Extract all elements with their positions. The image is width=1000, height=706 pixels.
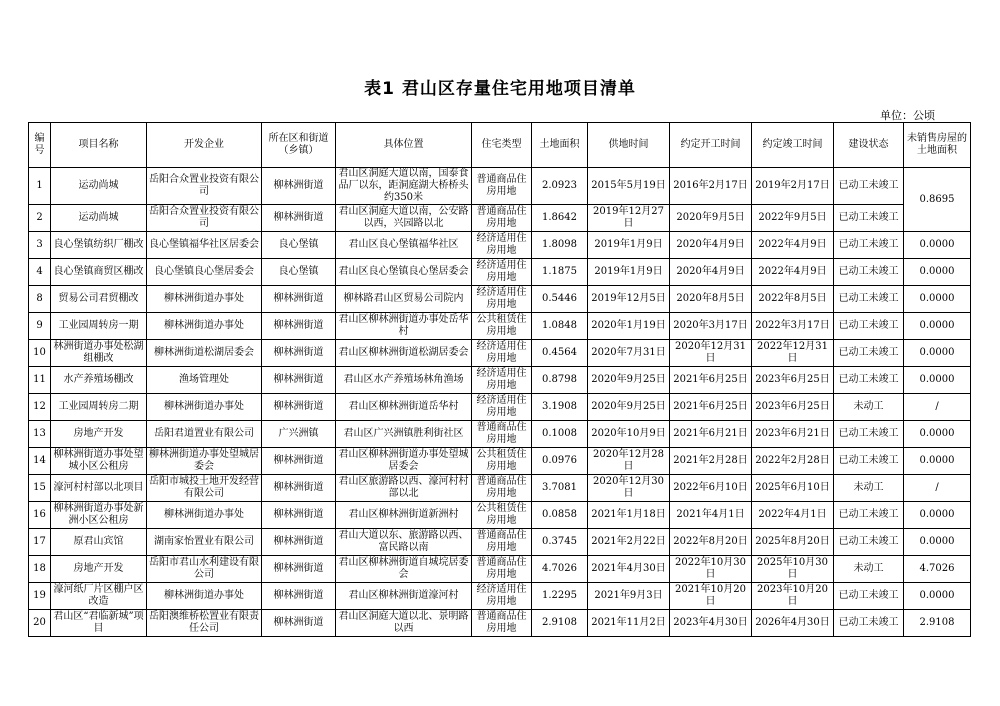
cell-unsold-area: 2.9108 bbox=[904, 610, 971, 637]
cell-status: 已动工未竣工 bbox=[834, 610, 904, 637]
cell-number: 1 bbox=[29, 168, 51, 205]
cell-completion-date: 2025年6月10日 bbox=[752, 475, 834, 502]
header-cell: 约定竣工时间 bbox=[752, 123, 834, 168]
cell-location: 柳林路君山区贸易公司院内 bbox=[336, 286, 472, 313]
cell-land-area: 3.7081 bbox=[532, 475, 588, 502]
cell-supply-date: 2020年10月9日 bbox=[588, 421, 670, 448]
table-row bbox=[29, 367, 971, 394]
cell-number: 12 bbox=[29, 394, 51, 421]
cell-land-area: 1.2295 bbox=[532, 583, 588, 610]
header-cell: 约定开工时间 bbox=[670, 123, 752, 168]
cell-developer: 柳林洲街道办事处 bbox=[147, 394, 262, 421]
cell-project-name: 房地产开发 bbox=[51, 556, 147, 583]
cell-unsold-area: 0.0000 bbox=[904, 232, 971, 259]
cell-unsold-area: 0.0000 bbox=[904, 313, 971, 340]
cell-housing-type: 经济适用住房用地 bbox=[472, 394, 532, 421]
cell-number: 10 bbox=[29, 340, 51, 367]
cell-housing-type: 公共租赁住房用地 bbox=[472, 448, 532, 475]
header-cell: 项目名称 bbox=[51, 123, 147, 168]
cell-unsold-area: 0.0000 bbox=[904, 421, 971, 448]
cell-land-area: 1.0848 bbox=[532, 313, 588, 340]
cell-housing-type: 普通商品住房用地 bbox=[472, 529, 532, 556]
cell-status: 未动工 bbox=[834, 556, 904, 583]
cell-district: 柳林洲街道 bbox=[262, 205, 336, 232]
cell-status: 已动工未竣工 bbox=[834, 367, 904, 394]
cell-supply-date: 2020年7月31日 bbox=[588, 340, 670, 367]
cell-status: 已动工未竣工 bbox=[834, 583, 904, 610]
cell-housing-type: 普通商品住房用地 bbox=[472, 610, 532, 637]
cell-number: 15 bbox=[29, 475, 51, 502]
cell-land-area: 0.3745 bbox=[532, 529, 588, 556]
table-body bbox=[29, 168, 971, 637]
cell-completion-date: 2023年6月21日 bbox=[752, 421, 834, 448]
cell-land-area: 0.8798 bbox=[532, 367, 588, 394]
table-row bbox=[29, 610, 971, 637]
cell-housing-type: 公共租赁住房用地 bbox=[472, 502, 532, 529]
cell-location: 君山区良心堡镇福华社区 bbox=[336, 232, 472, 259]
cell-housing-type: 普通商品住房用地 bbox=[472, 556, 532, 583]
table-row bbox=[29, 556, 971, 583]
cell-number: 16 bbox=[29, 502, 51, 529]
cell-supply-date: 2019年1月9日 bbox=[588, 259, 670, 286]
cell-start-date: 2020年12月31日 bbox=[670, 340, 752, 367]
cell-developer: 柳林洲街道办事处 bbox=[147, 313, 262, 340]
cell-number: 2 bbox=[29, 205, 51, 232]
cell-land-area: 0.0858 bbox=[532, 502, 588, 529]
cell-status: 未动工 bbox=[834, 475, 904, 502]
cell-completion-date: 2022年12月31日 bbox=[752, 340, 834, 367]
cell-unsold-area: / bbox=[904, 475, 971, 502]
cell-number: 17 bbox=[29, 529, 51, 556]
cell-status: 已动工未竣工 bbox=[834, 421, 904, 448]
cell-district: 柳林洲街道 bbox=[262, 313, 336, 340]
cell-completion-date: 2025年10月30日 bbox=[752, 556, 834, 583]
cell-start-date: 2021年2月28日 bbox=[670, 448, 752, 475]
header-cell: 开发企业 bbox=[147, 123, 262, 168]
cell-project-name: 原君山宾馆 bbox=[51, 529, 147, 556]
cell-district: 广兴洲镇 bbox=[262, 421, 336, 448]
cell-unsold-area: 0.8695 bbox=[904, 168, 971, 232]
cell-developer: 柳林洲街道松湖居委会 bbox=[147, 340, 262, 367]
cell-district: 柳林洲街道 bbox=[262, 394, 336, 421]
cell-project-name: 良心堡镇纺织厂棚改 bbox=[51, 232, 147, 259]
cell-project-name: 濠河纸厂片区棚户区改造 bbox=[51, 583, 147, 610]
cell-supply-date: 2019年12月5日 bbox=[588, 286, 670, 313]
cell-developer: 柳林洲街道办事处 bbox=[147, 502, 262, 529]
cell-number: 20 bbox=[29, 610, 51, 637]
cell-completion-date: 2023年6月25日 bbox=[752, 394, 834, 421]
cell-project-name: 君山区“君临新城”项目 bbox=[51, 610, 147, 637]
cell-supply-date: 2020年12月28日 bbox=[588, 448, 670, 475]
cell-district: 柳林洲街道 bbox=[262, 168, 336, 205]
cell-location: 君山区柳林洲街道濠河村 bbox=[336, 583, 472, 610]
cell-completion-date: 2023年10月20日 bbox=[752, 583, 834, 610]
cell-project-name: 柳林洲街道办事处新洲小区公租房 bbox=[51, 502, 147, 529]
cell-location: 君山区柳林洲街道办事处岳华村 bbox=[336, 313, 472, 340]
cell-developer: 良心堡镇良心堡居委会 bbox=[147, 259, 262, 286]
cell-supply-date: 2021年11月2日 bbox=[588, 610, 670, 637]
cell-developer: 岳阳合众置业投资有限公司 bbox=[147, 205, 262, 232]
cell-number: 11 bbox=[29, 367, 51, 394]
cell-number: 4 bbox=[29, 259, 51, 286]
cell-location: 君山区柳林洲街道办事处望城居委会 bbox=[336, 448, 472, 475]
cell-completion-date: 2025年8月20日 bbox=[752, 529, 834, 556]
cell-completion-date: 2022年3月17日 bbox=[752, 313, 834, 340]
cell-location: 君山区洞庭大道以南，公安路以西，兴园路以北 bbox=[336, 205, 472, 232]
cell-start-date: 2021年6月25日 bbox=[670, 394, 752, 421]
cell-location: 君山区柳林洲街道自城垸居委会 bbox=[336, 556, 472, 583]
cell-start-date: 2022年10月30日 bbox=[670, 556, 752, 583]
cell-land-area: 1.8098 bbox=[532, 232, 588, 259]
header-cell: 未销售房屋的土地面积 bbox=[904, 123, 971, 168]
header-cell: 所在区和街道（乡镇） bbox=[262, 123, 336, 168]
cell-project-name: 濠河村村部以北项目 bbox=[51, 475, 147, 502]
cell-completion-date: 2022年8月5日 bbox=[752, 286, 834, 313]
cell-housing-type: 经济适用住房用地 bbox=[472, 367, 532, 394]
cell-location: 君山大道以东、旅游路以西、富民路以南 bbox=[336, 529, 472, 556]
cell-start-date: 2020年8月5日 bbox=[670, 286, 752, 313]
cell-unsold-area: / bbox=[904, 394, 971, 421]
cell-number: 18 bbox=[29, 556, 51, 583]
cell-housing-type: 经济适用住房用地 bbox=[472, 583, 532, 610]
cell-location: 君山区洞庭大道以北、景明路以西 bbox=[336, 610, 472, 637]
cell-supply-date: 2020年9月25日 bbox=[588, 394, 670, 421]
cell-status: 已动工未竣工 bbox=[834, 529, 904, 556]
cell-status: 已动工未竣工 bbox=[834, 340, 904, 367]
table-row bbox=[29, 529, 971, 556]
cell-land-area: 1.8642 bbox=[532, 205, 588, 232]
cell-supply-date: 2020年1月19日 bbox=[588, 313, 670, 340]
header-cell: 建设状态 bbox=[834, 123, 904, 168]
cell-supply-date: 2019年12月27日 bbox=[588, 205, 670, 232]
cell-district: 柳林洲街道 bbox=[262, 367, 336, 394]
cell-number: 19 bbox=[29, 583, 51, 610]
cell-land-area: 0.5446 bbox=[532, 286, 588, 313]
cell-location: 君山区水产养殖场林角渔场 bbox=[336, 367, 472, 394]
land-project-table bbox=[28, 122, 971, 637]
cell-completion-date: 2022年2月28日 bbox=[752, 448, 834, 475]
cell-district: 柳林洲街道 bbox=[262, 502, 336, 529]
cell-start-date: 2020年4月9日 bbox=[670, 259, 752, 286]
cell-developer: 柳林洲街道办事处 bbox=[147, 286, 262, 313]
cell-unsold-area: 0.0000 bbox=[904, 529, 971, 556]
cell-district: 柳林洲街道 bbox=[262, 286, 336, 313]
cell-number: 3 bbox=[29, 232, 51, 259]
cell-land-area: 0.4564 bbox=[532, 340, 588, 367]
cell-housing-type: 经济适用住房用地 bbox=[472, 286, 532, 313]
cell-district: 柳林洲街道 bbox=[262, 340, 336, 367]
table-row bbox=[29, 232, 971, 259]
cell-developer: 岳阳合众置业投资有限公司 bbox=[147, 168, 262, 205]
cell-unsold-area: 0.0000 bbox=[904, 502, 971, 529]
cell-number: 14 bbox=[29, 448, 51, 475]
cell-district: 良心堡镇 bbox=[262, 259, 336, 286]
cell-location: 君山区柳林洲街道松湖居委会 bbox=[336, 340, 472, 367]
cell-completion-date: 2022年4月1日 bbox=[752, 502, 834, 529]
cell-supply-date: 2020年9月25日 bbox=[588, 367, 670, 394]
cell-unsold-area: 0.0000 bbox=[904, 367, 971, 394]
cell-status: 已动工未竣工 bbox=[834, 232, 904, 259]
cell-supply-date: 2021年4月30日 bbox=[588, 556, 670, 583]
cell-status: 未动工 bbox=[834, 394, 904, 421]
cell-district: 柳林洲街道 bbox=[262, 475, 336, 502]
table-row bbox=[29, 313, 971, 340]
cell-district: 柳林洲街道 bbox=[262, 610, 336, 637]
unit-label: 单位：公顷 bbox=[880, 109, 935, 122]
cell-developer: 柳林洲街道办事处望城居委会 bbox=[147, 448, 262, 475]
cell-housing-type: 经济适用住房用地 bbox=[472, 232, 532, 259]
cell-project-name: 运动尚城 bbox=[51, 168, 147, 205]
cell-land-area: 0.0976 bbox=[532, 448, 588, 475]
cell-developer: 岳阳澳维桥松置业有限责任公司 bbox=[147, 610, 262, 637]
cell-location: 君山区旅游路以西、濠河村村部以北 bbox=[336, 475, 472, 502]
cell-number: 9 bbox=[29, 313, 51, 340]
cell-location: 君山区柳林洲街道新洲村 bbox=[336, 502, 472, 529]
cell-start-date: 2021年10月20日 bbox=[670, 583, 752, 610]
cell-developer: 岳阳市城投土地开发经营有限公司 bbox=[147, 475, 262, 502]
cell-number: 8 bbox=[29, 286, 51, 313]
cell-supply-date: 2021年1月18日 bbox=[588, 502, 670, 529]
cell-start-date: 2020年3月17日 bbox=[670, 313, 752, 340]
table-row bbox=[29, 502, 971, 529]
cell-unsold-area: 4.7026 bbox=[904, 556, 971, 583]
cell-unsold-area: 0.0000 bbox=[904, 583, 971, 610]
cell-housing-type: 普通商品住房用地 bbox=[472, 168, 532, 205]
header-cell: 具体位置 bbox=[336, 123, 472, 168]
cell-supply-date: 2020年12月30日 bbox=[588, 475, 670, 502]
cell-developer: 岳阳君道置业有限公司 bbox=[147, 421, 262, 448]
cell-completion-date: 2022年4月9日 bbox=[752, 232, 834, 259]
cell-status: 已动工未竣工 bbox=[834, 286, 904, 313]
cell-completion-date: 2023年6月25日 bbox=[752, 367, 834, 394]
table-header-row bbox=[29, 123, 971, 168]
cell-start-date: 2020年4月9日 bbox=[670, 232, 752, 259]
cell-project-name: 水产养殖场棚改 bbox=[51, 367, 147, 394]
cell-land-area: 0.1008 bbox=[532, 421, 588, 448]
cell-status: 已动工未竣工 bbox=[834, 205, 904, 232]
cell-location: 君山区广兴洲镇胜利街社区 bbox=[336, 421, 472, 448]
cell-start-date: 2022年6月10日 bbox=[670, 475, 752, 502]
cell-number: 13 bbox=[29, 421, 51, 448]
cell-district: 柳林洲街道 bbox=[262, 529, 336, 556]
cell-status: 已动工未竣工 bbox=[834, 168, 904, 205]
cell-start-date: 2022年8月20日 bbox=[670, 529, 752, 556]
cell-unsold-area: 0.0000 bbox=[904, 340, 971, 367]
table-row bbox=[29, 168, 971, 205]
cell-status: 已动工未竣工 bbox=[834, 313, 904, 340]
cell-developer: 渔场管理处 bbox=[147, 367, 262, 394]
cell-completion-date: 2026年4月30日 bbox=[752, 610, 834, 637]
cell-start-date: 2021年4月1日 bbox=[670, 502, 752, 529]
cell-district: 柳林洲街道 bbox=[262, 583, 336, 610]
cell-start-date: 2023年4月30日 bbox=[670, 610, 752, 637]
cell-supply-date: 2021年9月3日 bbox=[588, 583, 670, 610]
cell-location: 君山区洞庭大道以南，国泰食品厂以东，距洞庭湖大桥桥头约350米 bbox=[336, 168, 472, 205]
cell-project-name: 运动尚城 bbox=[51, 205, 147, 232]
cell-housing-type: 经济适用住房用地 bbox=[472, 259, 532, 286]
cell-completion-date: 2022年9月5日 bbox=[752, 205, 834, 232]
cell-supply-date: 2019年1月9日 bbox=[588, 232, 670, 259]
document-title: 表1 君山区存量住宅用地项目清单 bbox=[364, 79, 636, 99]
cell-unsold-area: 0.0000 bbox=[904, 286, 971, 313]
table-row bbox=[29, 421, 971, 448]
cell-developer: 柳林洲街道办事处 bbox=[147, 583, 262, 610]
cell-project-name: 林洲街道办事处松湖组棚改 bbox=[51, 340, 147, 367]
cell-unsold-area: 0.0000 bbox=[904, 448, 971, 475]
cell-developer: 良心堡镇福华社区居委会 bbox=[147, 232, 262, 259]
cell-status: 已动工未竣工 bbox=[834, 259, 904, 286]
cell-start-date: 2016年2月17日 bbox=[670, 168, 752, 205]
cell-project-name: 工业园周转房二期 bbox=[51, 394, 147, 421]
cell-project-name: 贸易公司君贸棚改 bbox=[51, 286, 147, 313]
cell-unsold-area: 0.0000 bbox=[904, 259, 971, 286]
table-row bbox=[29, 205, 971, 232]
table-row bbox=[29, 394, 971, 421]
header-cell: 编号 bbox=[29, 123, 51, 168]
header-cell: 住宅类型 bbox=[472, 123, 532, 168]
cell-housing-type: 普通商品住房用地 bbox=[472, 475, 532, 502]
cell-land-area: 3.1908 bbox=[532, 394, 588, 421]
header-cell: 供地时间 bbox=[588, 123, 670, 168]
cell-land-area: 2.9108 bbox=[532, 610, 588, 637]
cell-housing-type: 普通商品住房用地 bbox=[472, 421, 532, 448]
cell-status: 已动工未竣工 bbox=[834, 448, 904, 475]
cell-supply-date: 2015年5月19日 bbox=[588, 168, 670, 205]
cell-district: 良心堡镇 bbox=[262, 232, 336, 259]
table-row bbox=[29, 475, 971, 502]
cell-housing-type: 公共租赁住房用地 bbox=[472, 313, 532, 340]
cell-project-name: 房地产开发 bbox=[51, 421, 147, 448]
cell-start-date: 2020年9月5日 bbox=[670, 205, 752, 232]
cell-developer: 湖南家怡置业有限公司 bbox=[147, 529, 262, 556]
cell-district: 柳林洲街道 bbox=[262, 448, 336, 475]
cell-land-area: 1.1875 bbox=[532, 259, 588, 286]
cell-completion-date: 2022年4月9日 bbox=[752, 259, 834, 286]
cell-housing-type: 经济适用住房用地 bbox=[472, 340, 532, 367]
cell-location: 君山区良心堡镇良心堡居委会 bbox=[336, 259, 472, 286]
cell-location: 君山区柳林洲街道岳华村 bbox=[336, 394, 472, 421]
cell-developer: 岳阳市君山水利建设有限公司 bbox=[147, 556, 262, 583]
cell-project-name: 工业园周转房一期 bbox=[51, 313, 147, 340]
table-row bbox=[29, 448, 971, 475]
cell-start-date: 2021年6月21日 bbox=[670, 421, 752, 448]
table-row bbox=[29, 583, 971, 610]
table-row bbox=[29, 286, 971, 313]
cell-supply-date: 2021年2月22日 bbox=[588, 529, 670, 556]
cell-start-date: 2021年6月25日 bbox=[670, 367, 752, 394]
header-cell: 土地面积 bbox=[532, 123, 588, 168]
table-row bbox=[29, 259, 971, 286]
cell-land-area: 2.0923 bbox=[532, 168, 588, 205]
cell-project-name: 柳林洲街道办事处望城小区公租房 bbox=[51, 448, 147, 475]
cell-project-name: 良心堡镇商贸区棚改 bbox=[51, 259, 147, 286]
cell-housing-type: 普通商品住房用地 bbox=[472, 205, 532, 232]
table-row bbox=[29, 340, 971, 367]
cell-status: 已动工未竣工 bbox=[834, 502, 904, 529]
cell-district: 柳林洲街道 bbox=[262, 556, 336, 583]
cell-land-area: 4.7026 bbox=[532, 556, 588, 583]
cell-completion-date: 2019年2月17日 bbox=[752, 168, 834, 205]
